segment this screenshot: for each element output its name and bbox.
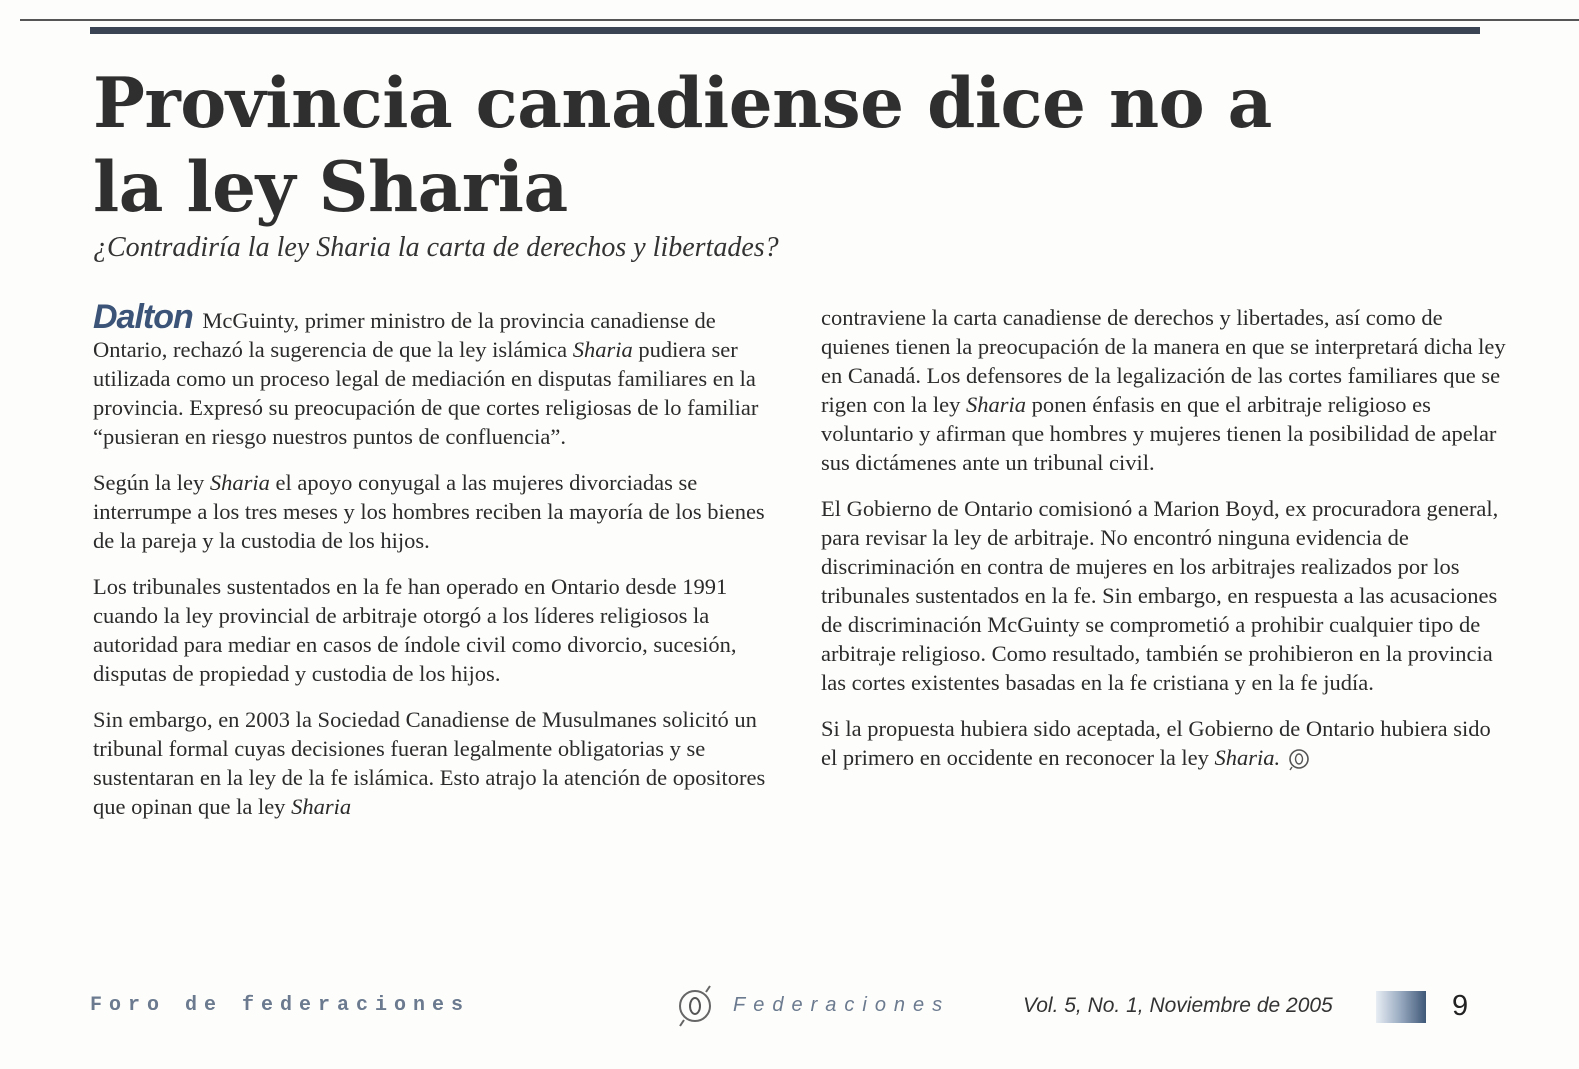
lead-word: Dalton [93,298,193,336]
top-rule-thin [20,19,1579,21]
italic-term: Sharia [209,470,270,495]
paragraph [821,714,1511,772]
paragraph [93,705,783,821]
paragraph-text: contraviene la carta canadiense de derechos y libertades, así como de quienes tienen la preocupación de la manera en que se interpretará dicha ley en Canadá. Los defensores de la legalización de las cortes familiares que se rigen con la ley [821,305,1506,417]
paragraph-text: Sin embargo, en 2003 la Sociedad Canadiense de Musulmanes solicitó un tribunal formal cuyas decisiones fueran legalmente obligatorias y se sustentaran en la ley de la fe islámica. Esto atrajo la atención de opositores que opinan que la ley [93,707,766,819]
paragraph: Los tribunales sustentados en la fe han operado en Ontario desde 1991 cuando la ley provincial de arbitraje otorgó a los líderes religiosos la autoridad para mediar en casos de índole civil como divorcio, sucesión, disputas de propiedad y custodia de los hijos. [93,574,737,686]
footer-issue: Vol. 5, No. 1, Noviembre de 2005 [1023,994,1333,1017]
federaciones-logo-icon [672,982,718,1028]
article-subtitle: ¿Contradiría la ley Sharia la carta de derechos y libertades? [93,232,779,263]
italic-term: Sharia [291,794,352,819]
paragraph [93,468,783,555]
italic-term: Sharia [572,337,633,362]
paragraph [93,298,783,451]
top-rule-thick [90,27,1480,34]
paragraph [821,303,1511,477]
footer-gradient-bar [1376,991,1426,1023]
italic-term: Sharia. [1214,745,1281,770]
right-column [821,303,1511,789]
footer-publication: Foro de federaciones [90,994,471,1017]
paragraph-text: Si la propuesta hubiera sido aceptada, el Gobierno de Ontario hubiera sido el primero en occidente en reconocer la ley [821,716,1491,770]
paragraph-text: el apoyo conyugal a las mujeres divorciadas se interrumpe a los tres meses y los hombres reciben la mayoría de los bienes de la pareja y la custodia de los hijos. [93,470,765,553]
page-number: 9 [1452,990,1469,1022]
footer-brand: Federaciones [733,994,951,1016]
paragraph-text: Según la ley [93,470,210,495]
italic-term: Sharia [965,392,1026,417]
left-column [93,298,783,838]
end-mark-icon [1286,745,1312,771]
paragraph-text: pudiera ser utilizada como un proceso legal de mediación en disputas familiares en la provincia. Expresó su preocupación de que cortes religiosas de lo familiar “pusieran en riesgo nuestros puntos de confluencia”. [93,337,759,449]
article-title: Provincia canadiense dice no a la ley Sharia [93,63,1272,228]
paragraph-text: McGuinty, primer ministro de la provincia canadiense de Ontario, rechazó la sugerencia de que la ley islámica [93,308,716,362]
paragraph-text: ponen énfasis en que el arbitraje religioso es voluntario y afirman que hombres y mujeres tienen la posibilidad de apelar sus dictámenes ante un tribunal civil. [821,392,1497,475]
paragraph: El Gobierno de Ontario comisionó a Marion Boyd, ex procuradora general, para revisar la ley de arbitraje. No encontró ninguna evidencia de discriminación en contra de mujeres en los arbitrajes realizados por los tribunales sustentados en la fe. Sin embargo, en respuesta a las acusaciones de discriminación McGuinty se comprometió a prohibir cualquier tipo de arbitraje religioso. Como resultado, también se prohibieron en la provincia las cortes existentes basadas en la fe cristiana y en la fe judía. [821,496,1499,695]
